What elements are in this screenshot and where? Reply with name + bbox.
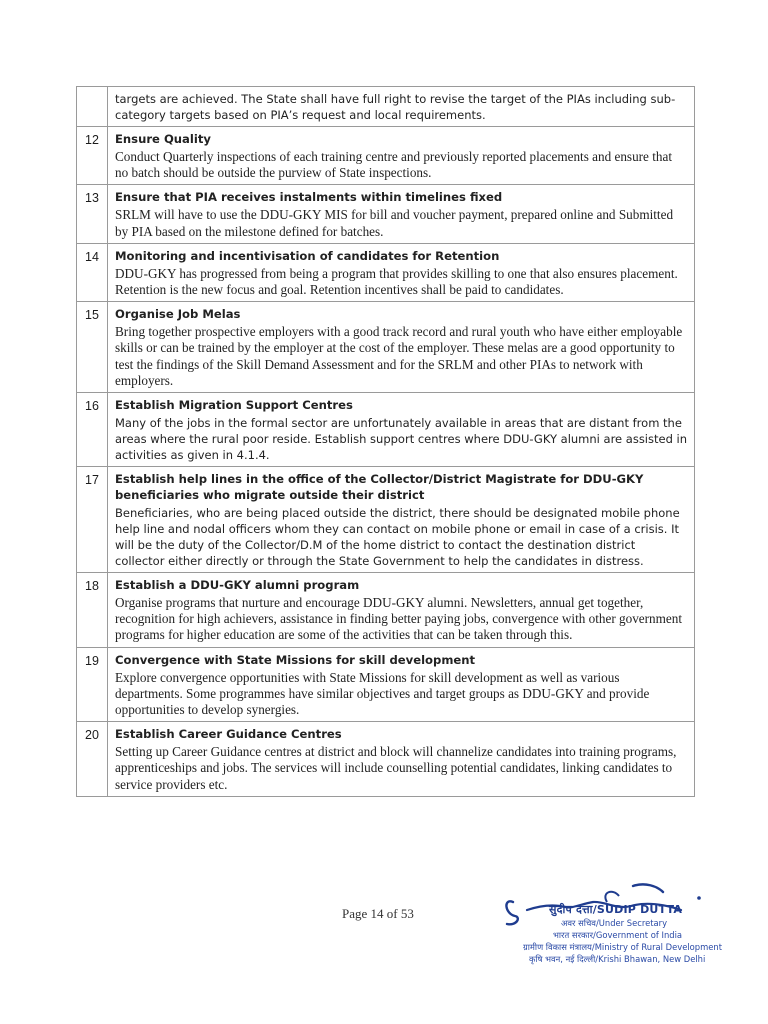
row-number	[77, 87, 108, 127]
row-content	[108, 573, 695, 648]
row-number: 13	[77, 185, 108, 243]
row-body: Conduct Quarterly inspections of each training centre and previously reported placements and ensure that no batch should be outside the purview of State inspections.	[115, 149, 672, 181]
stamp-ministry: ग्रामीण विकास मंत्रालय/Ministry of Rural Development	[523, 942, 723, 952]
row-body: SRLM will have to use the DDU-GKY MIS for bill and voucher payment, prepared online and Submitted by PIA based on the milestone defined for batches.	[115, 207, 674, 239]
row-content	[108, 302, 695, 393]
row-title: Establish help lines in the office of the Collector/District Magistrate for DDU-GKY beneficiaries who migrate outside their district	[115, 472, 644, 503]
row-content	[108, 127, 695, 185]
table-row	[77, 243, 695, 301]
row-number: 14	[77, 243, 108, 301]
row-content	[108, 467, 695, 573]
row-content	[108, 87, 695, 127]
table-row	[77, 87, 695, 127]
row-number: 15	[77, 302, 108, 393]
row-body: Explore convergence opportunities with State Missions for skill development as well as various departments. Some programmes have similar objectives and target groups as DDU-GKY and provide opportunities to develop synergies.	[115, 669, 650, 718]
row-title: Establish Migration Support Centres	[115, 398, 353, 413]
table-row	[77, 467, 695, 573]
row-number: 17	[77, 467, 108, 573]
row-body: Bring together prospective employers with a good track record and rural youth who have either employable skills or can be trained by the employer at the cost of the employer. These melas are a good opportunity to test the findings of the Skill Demand Assessment and for the SRLM and other PIAs to network with employers.	[115, 324, 683, 388]
table-row	[77, 722, 695, 797]
row-body: targets are achieved. The State shall have full right to revise the target of the PIAs including sub-category targets based on PIA’s request and local requirements.	[115, 92, 676, 122]
row-title: Convergence with State Missions for skill development	[115, 652, 476, 667]
row-number: 16	[77, 393, 108, 467]
row-body: Many of the jobs in the formal sector are unfortunately available in areas that are distant from the areas where the rural poor reside. Establish support centres where DDU-GKY alumni are assisted in activities as given in 4.1.4.	[115, 416, 688, 463]
row-content	[108, 393, 695, 467]
row-content	[108, 647, 695, 722]
stamp-designation: अवर सचिव/Under Secretary	[561, 918, 668, 928]
table-row	[77, 185, 695, 243]
table-row	[77, 573, 695, 648]
row-content	[108, 185, 695, 243]
row-number: 19	[77, 647, 108, 722]
row-title: Ensure that PIA receives instalments within timelines fixed	[115, 190, 503, 205]
row-body: DDU-GKY has progressed from being a program that provides skilling to one that also ensures placement. Retention is the new focus and goal. Retention incentives shall be paid to candidates.	[115, 265, 678, 298]
signature-stamp	[495, 880, 765, 1000]
stamp-name: सुदीप दत्ता/SUDIP DUTTA	[549, 903, 683, 916]
table-row	[77, 393, 695, 467]
activities-table	[76, 86, 695, 797]
row-body: Setting up Career Guidance centres at district and block will channelize candidates into training programs, apprenticeships and jobs. The services will include counselling potential candidates, linking candidates to service providers etc.	[115, 744, 677, 792]
row-content	[108, 722, 695, 797]
row-title: Establish a DDU-GKY alumni program	[115, 578, 360, 593]
row-body: Organise programs that nurture and encourage DDU-GKY alumni. Newsletters, annual get together, recognition for high achievers, assistance in finding better paying jobs, convergence with other government programs for higher education are some of the activities that can be taken through this.	[115, 595, 683, 643]
row-title: Organise Job Melas	[115, 307, 241, 322]
stamp-government: भारत सरकार/Government of India	[553, 930, 683, 940]
page-number: Page 14 of 53	[342, 906, 414, 921]
row-title: Establish Career Guidance Centres	[115, 727, 342, 742]
stamp-address: कृषि भवन, नई दिल्ली/Krishi Bhawan, New Delhi	[529, 954, 706, 964]
row-number: 18	[77, 573, 108, 648]
row-number: 12	[77, 127, 108, 185]
row-number: 20	[77, 722, 108, 797]
table-row	[77, 647, 695, 722]
row-title: Monitoring and incentivisation of candidates for Retention	[115, 248, 500, 263]
table-row	[77, 302, 695, 393]
table-row	[77, 127, 695, 185]
row-body: Beneficiaries, who are being placed outside the district, there should be designated mobile phone help line and nodal officers whom they can contact on mobile phone or email in case of a crisis. It will be the duty of the Collector/D.M of the home district to contact the destination district collector either directly or through the State Government to help the candidates in distress.	[115, 506, 680, 569]
row-title: Ensure Quality	[115, 132, 211, 146]
row-content	[108, 243, 695, 301]
